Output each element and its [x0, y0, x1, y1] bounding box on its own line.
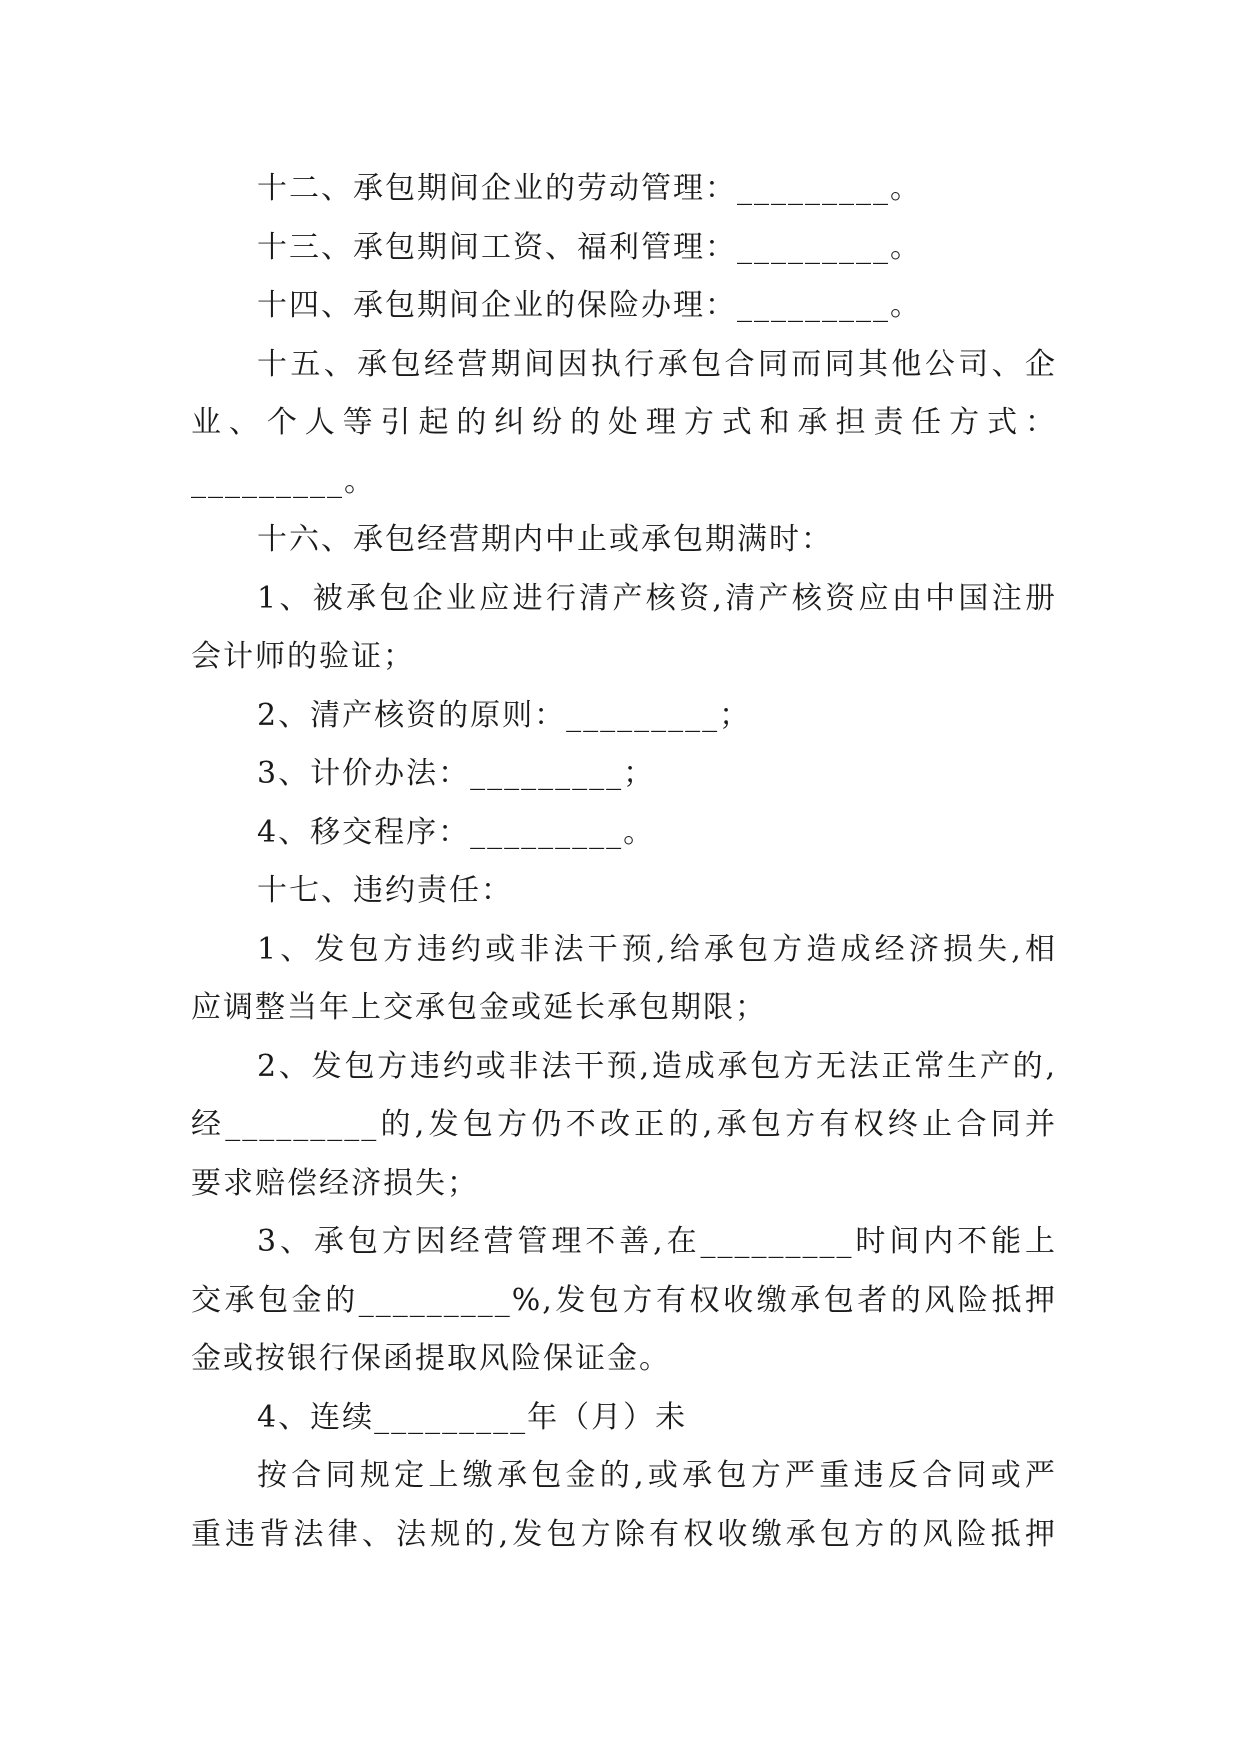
clause-17-item-4-line-3: 重违背法律、法规的,发包方除有权收缴承包方的风险抵押	[191, 1516, 1057, 1552]
clause-17-item-3-line-3: 金或按银行保函提取风险保证金。	[191, 1341, 671, 1376]
clause-17-item-4-line-2: 按合同规定上缴承包金的,或承包方严重违反合同或严	[257, 1458, 1057, 1493]
clause-17-item-1-line-2: 应调整当年上交承包金或延长承包期限；	[191, 990, 767, 1025]
clause-17-item-3-line-1: 3、承包方因经营管理不善,在_________时间内不能上	[257, 1224, 1057, 1259]
clause-16-heading: 十六、承包经营期内中止或承包期满时：	[257, 522, 833, 557]
clause-17-item-2	[191, 1038, 1057, 1214]
clause-17-item-4-continuation	[191, 1447, 1057, 1564]
clause-17-item-4-line-1: 4、连续_________年（月）未	[257, 1399, 688, 1435]
clause-13-wage-welfare: 十三、承包期间工资、福利管理：_________。	[257, 229, 922, 265]
clause-17-heading: 十七、违约责任：	[257, 873, 513, 908]
clause-15-line-1: 十五、承包经营期间因执行承包合同而同其他公司、企	[257, 346, 1057, 382]
clause-15-paragraph	[191, 336, 1057, 512]
clause-17-item-2-line-3: 要求赔偿经济损失；	[191, 1165, 479, 1201]
clause-16-item-1-line-2: 会计师的验证；	[191, 639, 415, 674]
clause-15-line-2: 业、个人等引起的纠纷的处理方式和承担责任方式：	[191, 405, 1057, 440]
clause-17-heading-paragraph	[191, 862, 1057, 921]
clause-16-item-4	[191, 804, 1057, 863]
clause-16-item-3	[191, 745, 1057, 804]
clause-16-item-1-line-1: 1、被承包企业应进行清产核资,清产核资应由中国注册	[257, 580, 1057, 616]
clause-16-heading-paragraph	[191, 511, 1057, 570]
clause-16-item-1	[191, 570, 1057, 687]
clause-17-item-2-line-2: 经_________的,发包方仍不改正的,承包方有权终止合同并	[191, 1107, 1057, 1142]
clause-16-item-3-line-1: 3、计价办法：_________；	[257, 756, 656, 791]
clause-17-item-4	[191, 1389, 1057, 1448]
clause-14-paragraph	[191, 277, 1057, 336]
clause-17-item-2-line-1: 2、发包方违约或非法干预,造成承包方无法正常生产的,	[257, 1048, 1057, 1084]
clause-12-paragraph	[191, 160, 1057, 219]
document-body	[191, 160, 1057, 1564]
clause-16-item-4-line-1: 4、移交程序：_________。	[257, 814, 656, 850]
clause-15-line-3: _________。	[191, 463, 376, 499]
clause-17-item-1	[191, 921, 1057, 1038]
clause-16-item-2	[191, 687, 1057, 746]
clause-14-insurance: 十四、承包期间企业的保险办理：_________。	[257, 288, 922, 323]
clause-12-labor-management: 十二、承包期间企业的劳动管理：_________。	[257, 171, 922, 206]
clause-13-paragraph	[191, 219, 1057, 278]
clause-17-item-3-line-2: 交承包金的_________%,发包方有权收缴承包者的风险抵押	[191, 1282, 1057, 1318]
clause-17-item-3	[191, 1213, 1057, 1389]
clause-16-item-2-line-1: 2、清产核资的原则：_________；	[257, 697, 752, 733]
clause-17-item-1-line-1: 1、发包方违约或非法干预,给承包方造成经济损失,相	[257, 931, 1057, 967]
